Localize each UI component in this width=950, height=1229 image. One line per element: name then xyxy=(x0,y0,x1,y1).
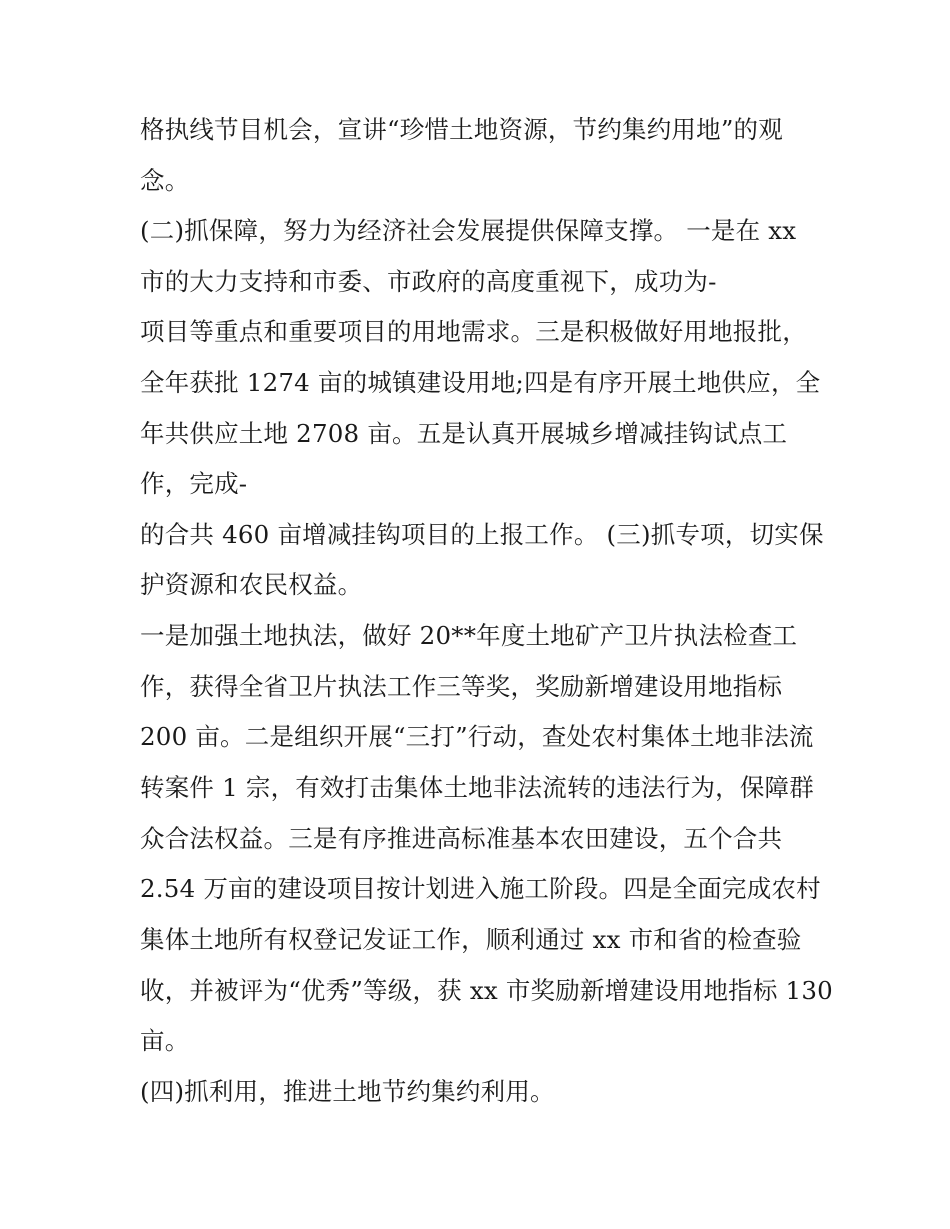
text-line: 全年获批 1274 亩的城镇建设用地;四是有序开展土地供应，全 xyxy=(140,368,821,397)
text-line: 众合法权益。三是有序推进高标准基本农田建设，五个合共 xyxy=(140,824,783,853)
text-line: (二)抓保障，努力为经济社会发展提供保障支撑。 一是在 xx xyxy=(140,216,797,245)
text-line: (四)抓利用，推进土地节约集约利用。 xyxy=(140,1077,555,1106)
text-line: 作，获得全省卫片执法工作三等奖，奖励新增建设用地指标 xyxy=(140,672,783,701)
text-line: 200 亩。二是组织开展“三打”行动，查处农村集体土地非法流 xyxy=(140,722,814,751)
text-line: 市的大力支持和市委、市政府的高度重视下，成功为- xyxy=(140,267,717,296)
text-line: 一是加强土地执法，做好 20**年度土地矿产卫片执法检查工 xyxy=(140,621,798,650)
text-line: 念。 xyxy=(140,166,190,195)
text-line: 集体土地所有权登记发证工作，顺利通过 xx 市和省的检查验 xyxy=(140,925,802,954)
text-line: 转案件 1 宗，有效打击集体土地非法流转的违法行为，保障群 xyxy=(140,773,814,802)
text-line: 的合共 460 亩增减挂钩项目的上报工作。 (三)抓专项，切实保 xyxy=(140,520,824,549)
text-line: 2.54 万亩的建设项目按计划进入施工阶段。四是全面完成农村 xyxy=(140,874,821,903)
text-line: 作，完成- xyxy=(140,469,248,498)
text-line: 格执线节目机会，宣讲“珍惜土地资源，节约集约用地”的观 xyxy=(140,115,783,144)
text-line: 年共供应土地 2708 亩。五是认真开展城乡增减挂钩试点工 xyxy=(140,419,788,448)
text-line: 项目等重点和重要项目的用地需求。三是积极做好用地报批， xyxy=(140,317,807,346)
text-line: 收，并被评为“优秀”等级，获 xx 市奖励新增建设用地指标 130 xyxy=(140,976,833,1005)
text-line: 护资源和农民权益。 xyxy=(140,570,363,599)
text-line: 亩。 xyxy=(140,1026,190,1055)
